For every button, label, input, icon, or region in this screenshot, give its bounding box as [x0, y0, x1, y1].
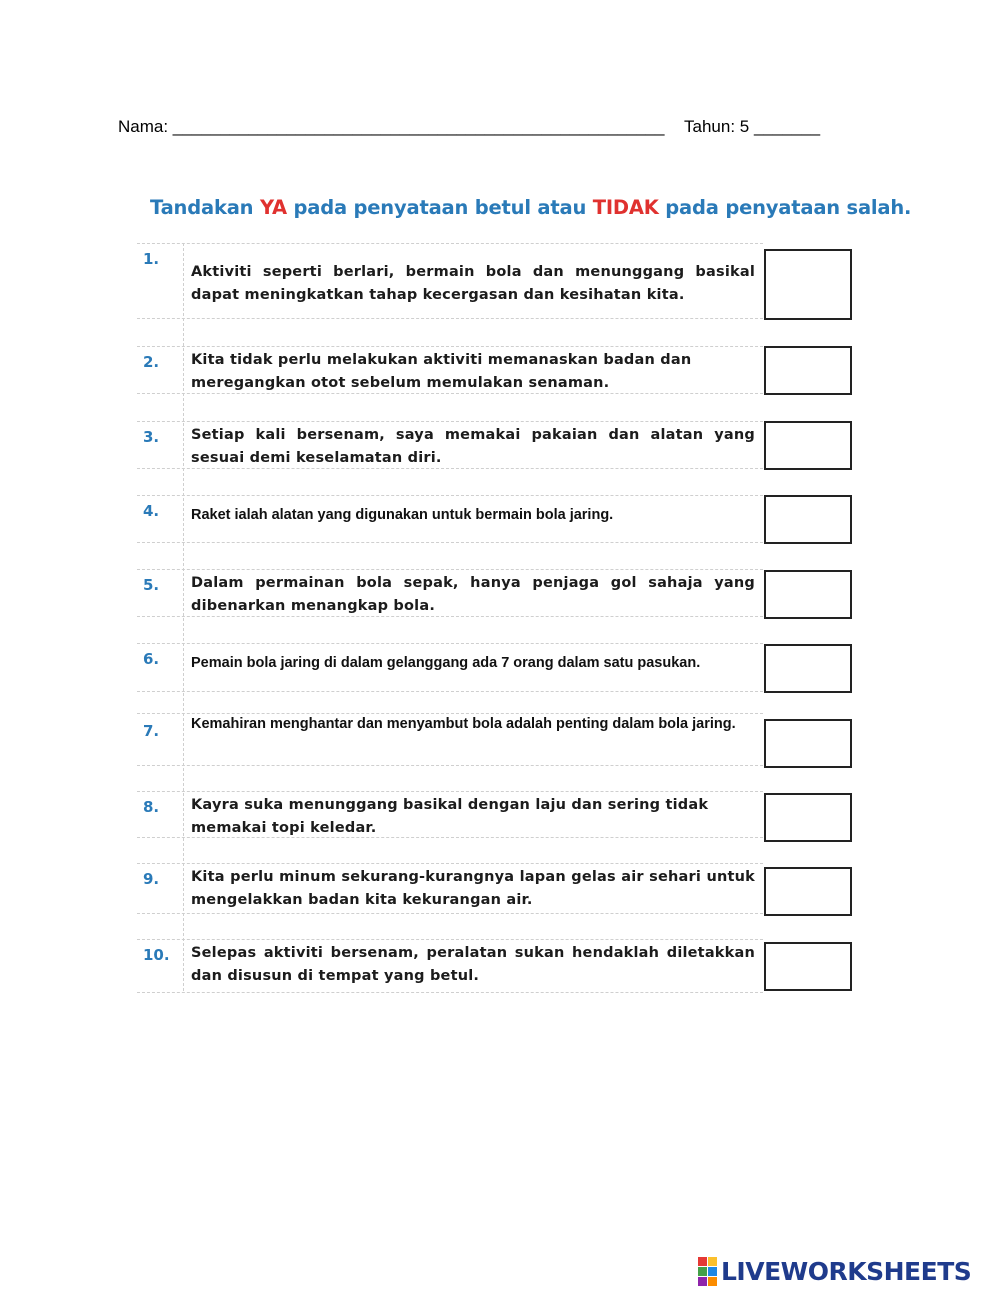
- row-spacer: [137, 393, 763, 422]
- logo-square: [698, 1257, 707, 1266]
- logo-square: [708, 1277, 717, 1286]
- question-number: 1.: [143, 250, 160, 268]
- liveworksheets-logo-icon: [698, 1257, 717, 1286]
- question-row-6: [137, 643, 763, 692]
- instruction-heading: [150, 196, 911, 219]
- liveworksheets-logo: [698, 1256, 971, 1286]
- answer-box-7[interactable]: [764, 719, 852, 768]
- answer-box-2[interactable]: [764, 346, 852, 395]
- row-spacer: [137, 468, 763, 496]
- liveworksheets-wordmark: LIVEWORKSHEETS: [721, 1256, 972, 1286]
- question-number: 8.: [143, 798, 160, 816]
- question-number: 9.: [143, 870, 160, 888]
- logo-square: [698, 1267, 707, 1276]
- question-number: 7.: [143, 722, 160, 740]
- question-text: Kemahiran menghantar dan menyambut bola adalah penting dalam bola jaring.: [191, 716, 736, 732]
- question-row-5: [137, 569, 763, 617]
- answer-box-10[interactable]: [764, 942, 852, 991]
- instruction-part-2: pada penyataan betul atau: [286, 196, 593, 219]
- question-text: Selepas aktiviti bersenam, peralatan sukan hendaklah diletakkan dan disusun di tempat yang betul.: [191, 945, 755, 984]
- question-table: [137, 243, 763, 991]
- question-number: 6.: [143, 650, 160, 668]
- row-spacer: [137, 616, 763, 644]
- logo-square: [708, 1267, 717, 1276]
- question-number: 10.: [143, 946, 170, 964]
- question-text: Aktiviti seperti berlari, bermain bola dan menunggang basikal dapat meningkatkan tahap kecergasan dan kesihatan kita.: [191, 264, 755, 303]
- instruction-ya: YA: [259, 196, 287, 219]
- answer-box-8[interactable]: [764, 793, 852, 842]
- question-text: Raket ialah alatan yang digunakan untuk bermain bola jaring.: [191, 507, 614, 523]
- question-row-3: [137, 421, 763, 469]
- question-row-4: [137, 495, 763, 543]
- question-text: Kayra suka menunggang basikal dengan laju dan sering tidak memakai topi keledar.: [191, 797, 709, 836]
- question-row-1: [137, 243, 763, 319]
- question-text: Dalam permainan bola sepak, hanya penjaga gol sahaja yang dibenarkan menangkap bola.: [191, 575, 755, 614]
- question-text: Kita perlu minum sekurang-kurangnya lapan gelas air sehari untuk mengelakkan badan kita kekurangan air.: [191, 869, 755, 908]
- row-spacer: [137, 913, 763, 940]
- instruction-part-1: Tandakan: [150, 196, 260, 219]
- row-spacer: [137, 318, 763, 347]
- question-number: 5.: [143, 576, 160, 594]
- question-row-2: [137, 346, 763, 394]
- tahun-field[interactable]: Tahun: 5 _______: [684, 117, 821, 136]
- question-text: Kita tidak perlu melakukan aktiviti memanaskan badan dan meregangkan otot sebelum memulakan senaman.: [191, 352, 692, 391]
- row-spacer: [137, 837, 763, 864]
- logo-square: [708, 1257, 717, 1266]
- answer-box-9[interactable]: [764, 867, 852, 916]
- question-text: Setiap kali bersenam, saya memakai pakaian dan alatan yang sesuai demi keselamatan diri.: [191, 427, 755, 466]
- answer-box-3[interactable]: [764, 421, 852, 470]
- answer-box-5[interactable]: [764, 570, 852, 619]
- row-spacer: [137, 542, 763, 570]
- row-spacer: [137, 691, 763, 714]
- row-spacer: [137, 765, 763, 792]
- logo-square: [698, 1277, 707, 1286]
- student-info-line: [118, 117, 821, 137]
- question-text: Pemain bola jaring di dalam gelanggang ada 7 orang dalam satu pasukan.: [191, 655, 701, 671]
- instruction-part-3: pada penyataan salah.: [658, 196, 912, 219]
- question-number: 3.: [143, 428, 160, 446]
- answer-box-1[interactable]: [764, 249, 852, 320]
- nama-field[interactable]: Nama: ____________________________________________________: [118, 117, 665, 136]
- instruction-tidak: TIDAK: [592, 196, 659, 219]
- answer-box-4[interactable]: [764, 495, 852, 544]
- answer-box-6[interactable]: [764, 644, 852, 693]
- question-number: 2.: [143, 353, 160, 371]
- question-row-8: [137, 791, 763, 838]
- question-row-7: [137, 713, 763, 766]
- question-row-10: [137, 939, 763, 993]
- question-row-9: [137, 863, 763, 914]
- question-number: 4.: [143, 502, 160, 520]
